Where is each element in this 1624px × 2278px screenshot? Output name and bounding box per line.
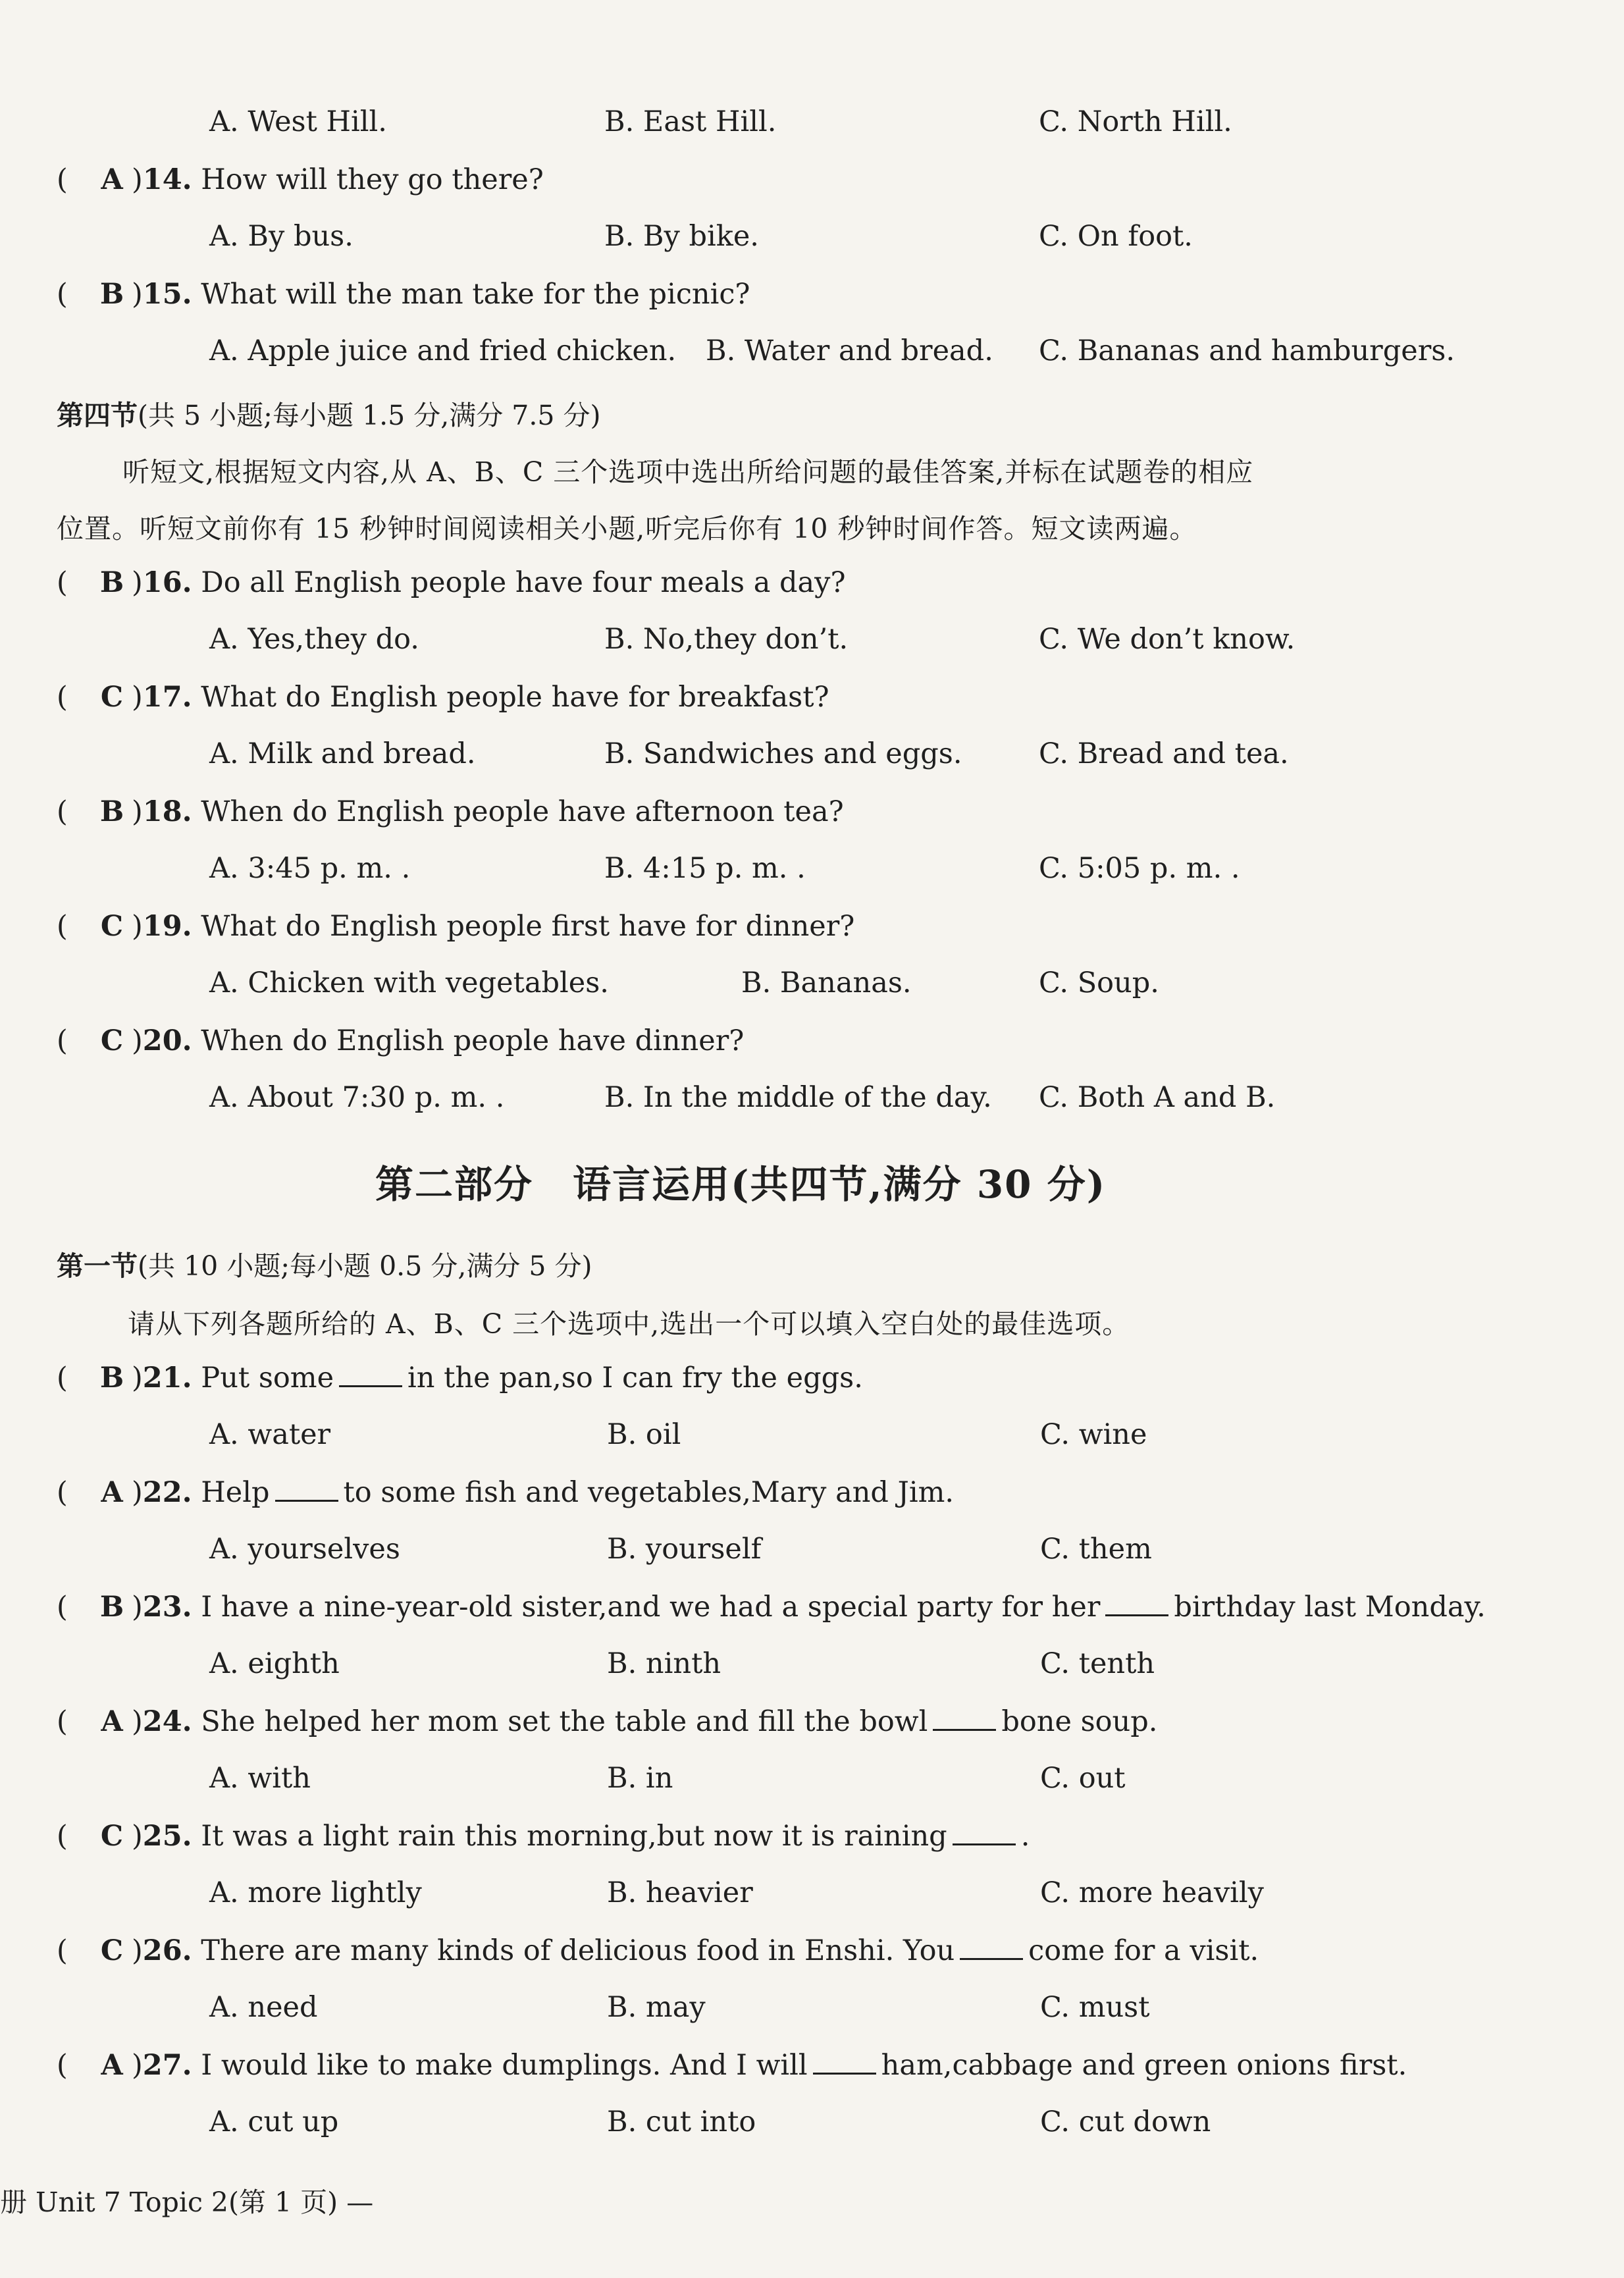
question-26: ( C ) 26. There are many kinds of delicious food in Enshi. You come for a visit. bbox=[57, 1934, 1259, 1967]
q17-option-b: B. Sandwiches and eggs. bbox=[604, 737, 962, 770]
question-text: When do English people have afternoon tea? bbox=[201, 795, 844, 828]
question-number: 18. bbox=[142, 795, 192, 828]
question-number: 19. bbox=[142, 910, 192, 943]
section-1-heading bbox=[57, 1244, 592, 1283]
question-number: 14. bbox=[142, 163, 192, 196]
q19-option-c: C. Soup. bbox=[1039, 967, 1159, 999]
question-17: ( C ) 17. What do English people have for breakfast? bbox=[57, 681, 829, 714]
q23-option-c: C. tenth bbox=[1040, 1647, 1155, 1680]
question-number: 26. bbox=[142, 1934, 192, 1967]
answer-14: A bbox=[101, 163, 123, 196]
q13-option-b: B. East Hill. bbox=[604, 105, 777, 138]
section-1-title: 第一节 bbox=[57, 1250, 138, 1282]
answer-15: B bbox=[99, 278, 124, 311]
question-number: 23. bbox=[142, 1591, 192, 1624]
q26-option-c: C. must bbox=[1040, 1991, 1150, 2024]
section-4-title: 第四节 bbox=[57, 400, 138, 431]
q20-option-a: A. About 7:30 p. m. . bbox=[209, 1081, 505, 1114]
q19-option-b: B. Bananas. bbox=[741, 967, 912, 999]
question-text-after: . bbox=[1020, 1820, 1030, 1853]
q19-option-a: A. Chicken with vegetables. bbox=[209, 967, 609, 999]
answer-blank bbox=[339, 1379, 402, 1387]
question-14: ( A ) 14. How will they go there? bbox=[57, 163, 544, 196]
q25-option-c: C. more heavily bbox=[1040, 1876, 1264, 1909]
q21-option-c: C. wine bbox=[1040, 1418, 1147, 1451]
question-text-before: I have a nine-year-old sister,and we had a special party for her bbox=[201, 1591, 1101, 1624]
section-4-scoring: (共 5 小题;每小题 1.5 分,满分 7.5 分) bbox=[138, 400, 601, 431]
answer-22: A bbox=[101, 1476, 123, 1509]
answer-16: B bbox=[99, 566, 124, 599]
question-number: 16. bbox=[142, 566, 192, 599]
question-text-before: Help bbox=[201, 1476, 270, 1509]
question-24: ( A ) 24. She helped her mom set the table and fill the bowl bone soup. bbox=[57, 1705, 1158, 1738]
q16-option-a: A. Yes,they do. bbox=[209, 623, 419, 656]
q27-option-a: A. cut up bbox=[209, 2106, 339, 2138]
answer-25: C bbox=[100, 1820, 124, 1853]
question-27: ( A ) 27. I would like to make dumplings. And I will ham,cabbage and green onions first. bbox=[57, 2049, 1407, 2082]
section-4-instruction-line2: 位置。听短文前你有 15 秒钟时间阅读相关小题,听完后你有 10 秒钟时间作答。短文读两遍。 bbox=[57, 513, 1197, 544]
question-number: 24. bbox=[142, 1705, 192, 1738]
question-text-before: It was a light rain this morning,but now it is raining bbox=[201, 1820, 947, 1853]
q26-option-a: A. need bbox=[209, 1991, 318, 2024]
q22-option-b: B. yourself bbox=[607, 1533, 762, 1566]
question-text-after: bone soup. bbox=[1001, 1705, 1158, 1738]
q27-option-c: C. cut down bbox=[1040, 2106, 1211, 2138]
q18-option-b: B. 4:15 p. m. . bbox=[604, 852, 806, 885]
q13-option-c: C. North Hill. bbox=[1039, 105, 1232, 138]
q25-option-b: B. heavier bbox=[607, 1876, 753, 1909]
answer-24: A bbox=[101, 1705, 123, 1738]
question-20: ( C ) 20. When do English people have dinner? bbox=[57, 1024, 745, 1057]
answer-19: C bbox=[100, 910, 124, 943]
q14-option-b: B. By bike. bbox=[604, 220, 759, 253]
section-4-heading bbox=[57, 394, 601, 433]
q15-option-c: C. Bananas and hamburgers. bbox=[1039, 334, 1455, 367]
q27-option-b: B. cut into bbox=[607, 2106, 756, 2138]
question-text-after: ham,cabbage and green onions first. bbox=[881, 2049, 1407, 2082]
q16-option-c: C. We don’t know. bbox=[1039, 623, 1296, 656]
question-25: ( C ) 25. It was a light rain this morning,but now it is raining . bbox=[57, 1820, 1030, 1853]
answer-blank bbox=[953, 1837, 1016, 1845]
question-16: ( B ) 16. Do all English people have four meals a day? bbox=[57, 566, 846, 599]
answer-27: A bbox=[101, 2049, 123, 2082]
question-number: 27. bbox=[142, 2049, 192, 2082]
answer-23: B bbox=[99, 1591, 124, 1624]
question-text-before: I would like to make dumplings. And I will bbox=[201, 2049, 808, 2082]
answer-17: C bbox=[100, 681, 124, 714]
q20-option-b: B. In the middle of the day. bbox=[604, 1081, 992, 1114]
q14-option-c: C. On foot. bbox=[1039, 220, 1193, 253]
answer-blank bbox=[933, 1722, 996, 1731]
q17-option-a: A. Milk and bread. bbox=[209, 737, 476, 770]
question-text-before: Put some bbox=[201, 1362, 334, 1394]
question-15: ( B ) 15. What will the man take for the picnic? bbox=[57, 278, 750, 311]
q21-option-b: B. oil bbox=[607, 1418, 681, 1451]
question-number: 17. bbox=[142, 681, 192, 714]
q26-option-b: B. may bbox=[607, 1991, 706, 2024]
q23-option-b: B. ninth bbox=[607, 1647, 721, 1680]
question-number: 20. bbox=[142, 1024, 192, 1057]
answer-18: B bbox=[99, 795, 124, 828]
q24-option-c: C. out bbox=[1040, 1762, 1126, 1795]
question-text-after: come for a visit. bbox=[1028, 1934, 1259, 1967]
question-text: What will the man take for the picnic? bbox=[201, 278, 750, 311]
answer-20: C bbox=[100, 1024, 124, 1057]
q14-option-a: A. By bus. bbox=[209, 220, 354, 253]
q15-option-b: B. Water and bread. bbox=[706, 334, 993, 367]
part-2-heading: 第二部分 语言运用(共四节,满分 30 分) bbox=[375, 1162, 1107, 1207]
question-23: ( B ) 23. I have a nine-year-old sister,and we had a special party for her birthday last Monday. bbox=[57, 1591, 1486, 1624]
q23-option-a: A. eighth bbox=[209, 1647, 340, 1680]
q20-option-c: C. Both A and B. bbox=[1039, 1081, 1276, 1114]
question-text: Do all English people have four meals a day? bbox=[201, 566, 846, 599]
question-text-after: in the pan,so I can fry the eggs. bbox=[407, 1362, 863, 1394]
question-text: When do English people have dinner? bbox=[201, 1024, 745, 1057]
answer-blank bbox=[275, 1493, 338, 1502]
question-number: 22. bbox=[142, 1476, 192, 1509]
question-number: 25. bbox=[142, 1820, 192, 1853]
question-text: What do English people have for breakfast? bbox=[201, 681, 829, 714]
q18-option-a: A. 3:45 p. m. . bbox=[209, 852, 411, 885]
question-19: ( C ) 19. What do English people first have for dinner? bbox=[57, 910, 855, 943]
question-number: 21. bbox=[142, 1362, 192, 1394]
question-text: How will they go there? bbox=[201, 163, 544, 196]
question-text-before: She helped her mom set the table and fill the bowl bbox=[201, 1705, 928, 1738]
q24-option-a: A. with bbox=[209, 1762, 311, 1795]
page-footer: 册 Unit 7 Topic 2(第 1 页) — bbox=[0, 2186, 374, 2218]
answer-blank bbox=[1105, 1608, 1168, 1616]
answer-blank bbox=[813, 2066, 876, 2075]
answer-blank bbox=[960, 1951, 1023, 1960]
answer-21: B bbox=[99, 1362, 124, 1394]
q16-option-b: B. No,they don’t. bbox=[604, 623, 849, 656]
q13-option-a: A. West Hill. bbox=[209, 105, 387, 138]
q22-option-c: C. them bbox=[1040, 1533, 1152, 1566]
question-text-after: to some fish and vegetables,Mary and Jim. bbox=[343, 1476, 955, 1509]
question-21: ( B ) 21. Put some in the pan,so I can fry the eggs. bbox=[57, 1362, 863, 1394]
q25-option-a: A. more lightly bbox=[209, 1876, 422, 1909]
q24-option-b: B. in bbox=[607, 1762, 673, 1795]
q22-option-a: A. yourselves bbox=[209, 1533, 400, 1566]
q15-option-a: A. Apple juice and fried chicken. bbox=[209, 334, 677, 367]
question-22: ( A ) 22. Help to some fish and vegetables,Mary and Jim. bbox=[57, 1476, 955, 1509]
answer-26: C bbox=[100, 1934, 124, 1967]
q18-option-c: C. 5:05 p. m. . bbox=[1039, 852, 1240, 885]
question-text-before: There are many kinds of delicious food in Enshi. You bbox=[201, 1934, 955, 1967]
question-18: ( B ) 18. When do English people have afternoon tea? bbox=[57, 795, 844, 828]
q21-option-a: A. water bbox=[209, 1418, 331, 1451]
q17-option-c: C. Bread and tea. bbox=[1039, 737, 1289, 770]
question-number: 15. bbox=[142, 278, 192, 311]
question-text: What do English people first have for dinner? bbox=[201, 910, 855, 943]
section-4-instruction-line1: 听短文,根据短文内容,从 A、B、C 三个选项中选出所给问题的最佳答案,并标在试题卷的相应 bbox=[122, 456, 1254, 488]
section-1-scoring: (共 10 小题;每小题 0.5 分,满分 5 分) bbox=[138, 1250, 592, 1282]
question-text-after: birthday last Monday. bbox=[1174, 1591, 1486, 1624]
section-1-instruction: 请从下列各题所给的 A、B、C 三个选项中,选出一个可以填入空白处的最佳选项。 bbox=[128, 1308, 1130, 1340]
